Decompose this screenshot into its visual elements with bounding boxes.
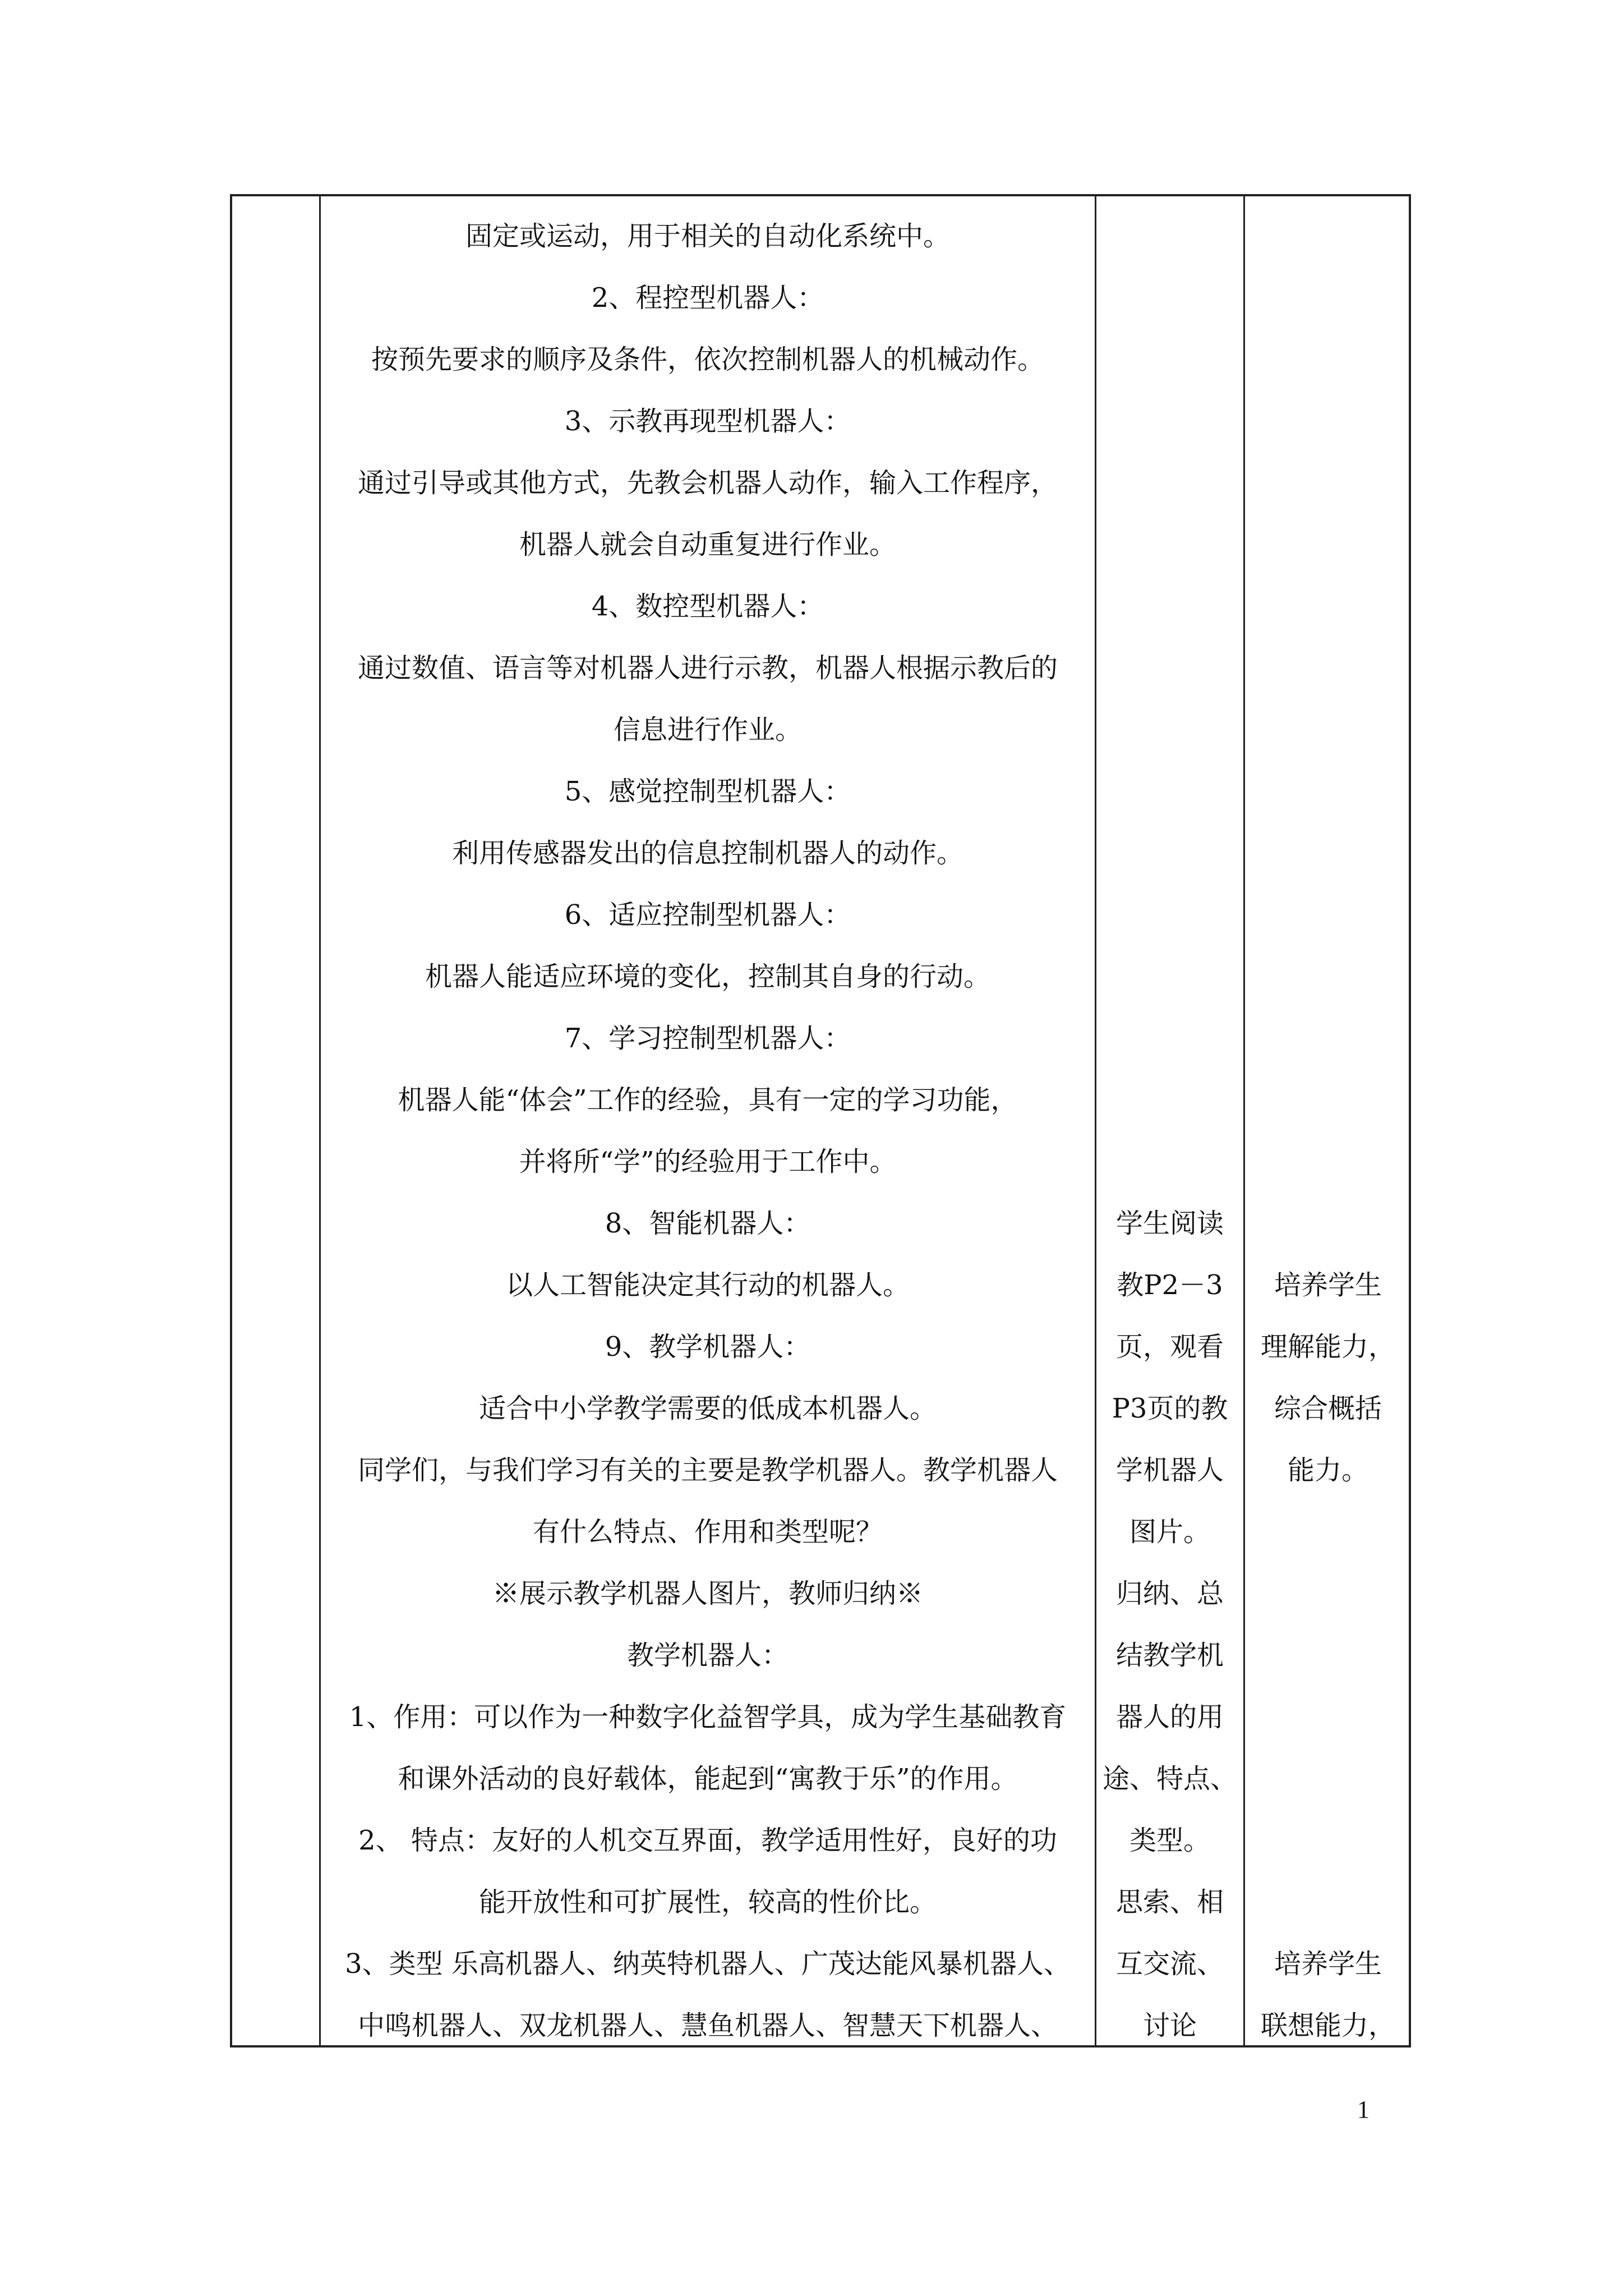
column-divider: [1243, 196, 1245, 2045]
content-line: 7、学习控制型机器人：: [564, 1023, 851, 1054]
activity-line: 学机器人: [1115, 1455, 1224, 1486]
activity-line: 思索、相: [1115, 1887, 1224, 1918]
content-line: 能开放性和可扩展性，较高的性价比。: [478, 1887, 937, 1918]
activity-line: 途、特点、: [1102, 1763, 1237, 1795]
content-line: 机器人就会自动重复进行作业。: [519, 529, 896, 560]
content-line: 以人工智能决定其行动的机器人。: [505, 1269, 910, 1301]
content-line: 6、适应控制型机器人：: [564, 899, 851, 931]
activity-line: 归纳、总: [1115, 1578, 1224, 1609]
content-line: 和课外活动的良好载体，能起到“寓教于乐”的作用。: [398, 1763, 1018, 1795]
page-number: 1: [1357, 2096, 1370, 2123]
content-line: 固定或运动，用于相关的自动化系统中。: [465, 220, 950, 252]
activity-line: 器人的用: [1115, 1701, 1224, 1733]
intent-line: 培养学生: [1274, 1948, 1382, 1980]
intent-line: 联想能力，: [1260, 2010, 1395, 2041]
intent-line: 培养学生: [1274, 1269, 1382, 1301]
activity-line: P3页的教: [1112, 1393, 1228, 1424]
content-line: 同学们，与我们学习有关的主要是教学机器人。教学机器人: [357, 1455, 1058, 1486]
content-line: 机器人能“体会”工作的经验，具有一定的学习功能，: [398, 1084, 1018, 1116]
content-line: 通过数值、语言等对机器人进行示教，机器人根据示教后的: [357, 652, 1058, 684]
content-line: 9、教学机器人：: [605, 1331, 811, 1363]
content-line: 5、感觉控制型机器人：: [564, 776, 851, 807]
intent-line: 综合概括: [1274, 1393, 1382, 1424]
activity-line: 类型。: [1129, 1825, 1210, 1856]
lesson-plan-table: [230, 194, 1411, 2047]
intent-line: 理解能力，: [1260, 1331, 1395, 1363]
activity-line: 互交流、: [1115, 1948, 1224, 1980]
activity-line: 页，观看: [1115, 1331, 1224, 1363]
content-line: ※展示教学机器人图片，教师归纳※: [492, 1578, 923, 1609]
content-line: 机器人能适应环境的变化，控制其自身的行动。: [425, 961, 990, 992]
content-line: 利用传感器发出的信息控制机器人的动作。: [451, 838, 963, 869]
activity-line: 结教学机: [1115, 1640, 1224, 1671]
content-line: 中鸣机器人、双龙机器人、慧鱼机器人、智慧天下机器人、: [357, 2010, 1058, 2041]
content-line: 有什么特点、作用和类型呢？: [532, 1516, 883, 1548]
content-line: 按预先要求的顺序及条件，依次控制机器人的机械动作。: [371, 344, 1044, 375]
activity-line: 图片。: [1129, 1516, 1210, 1548]
content-line: 3、示教再现型机器人：: [564, 406, 851, 437]
content-line: 并将所“学”的经验用于工作中。: [519, 1146, 897, 1177]
content-line: 通过引导或其他方式，先教会机器人动作，输入工作程序，: [357, 467, 1058, 499]
activity-line: 教P2－3: [1117, 1269, 1223, 1301]
content-line: 3、类型 乐高机器人、纳英特机器人、广茂达能风暴机器人、: [345, 1948, 1071, 1980]
content-line: 4、数控型机器人：: [591, 591, 824, 622]
content-line: 教学机器人：: [626, 1640, 789, 1671]
content-line: 2、 特点：友好的人机交互界面，教学适用性好，良好的功: [358, 1825, 1057, 1856]
content-line: 1、作用：可以作为一种数字化益智学具，成为学生基础教育: [349, 1701, 1067, 1733]
activity-line: 讨论: [1142, 2010, 1197, 2041]
content-line: 2、程控型机器人：: [591, 282, 824, 314]
intent-line: 能力。: [1287, 1455, 1368, 1486]
content-line: 适合中小学教学需要的低成本机器人。: [478, 1393, 937, 1424]
activity-line: 学生阅读: [1115, 1208, 1224, 1239]
content-line: 信息进行作业。: [613, 714, 802, 746]
content-line: 8、智能机器人：: [605, 1208, 811, 1239]
